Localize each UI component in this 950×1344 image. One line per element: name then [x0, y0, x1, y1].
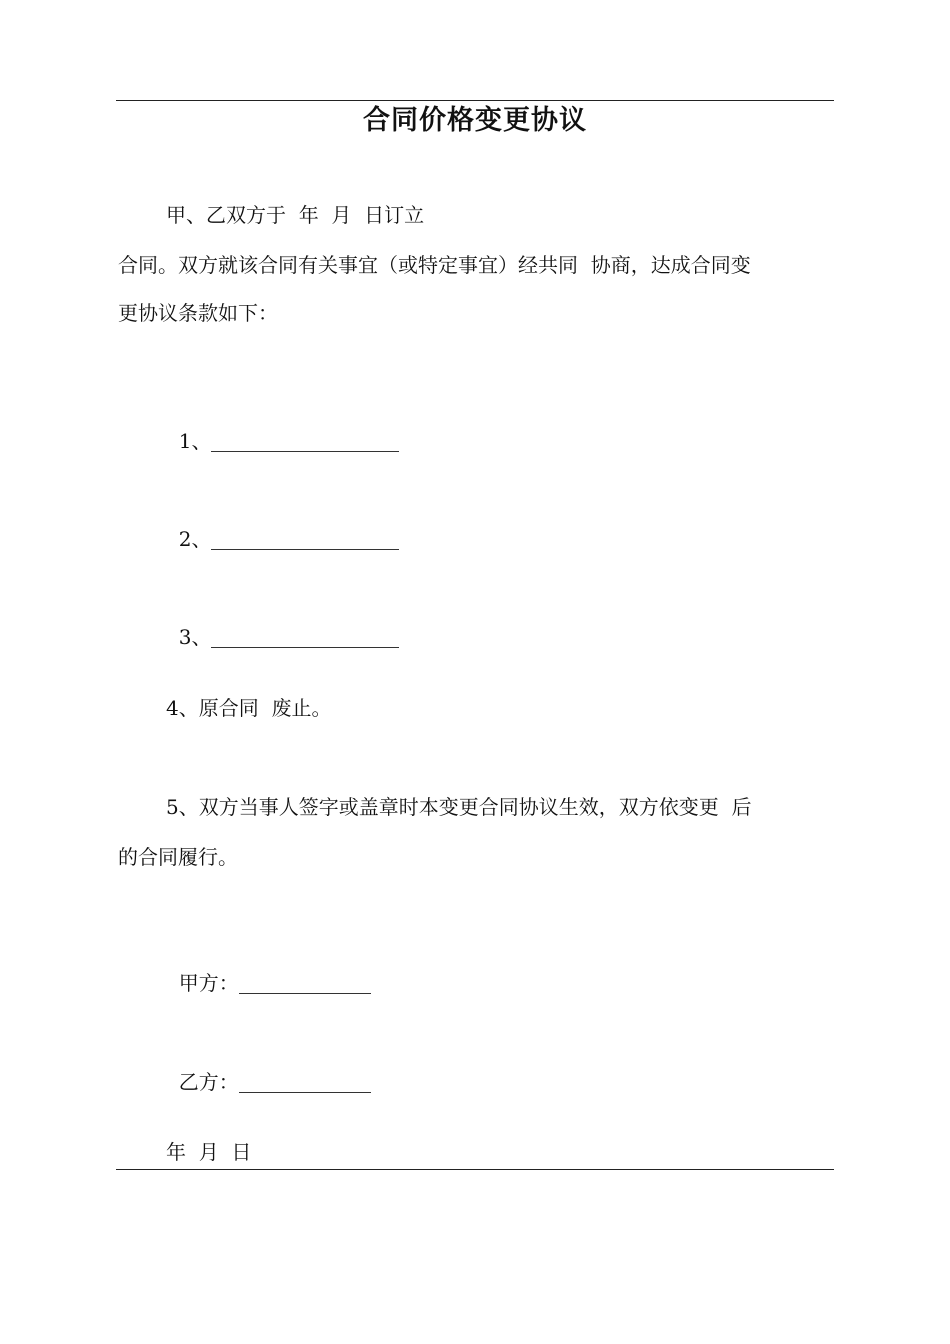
party-a-signature — [166, 941, 371, 997]
clause-3-blank[interactable] — [211, 627, 399, 648]
party-a-label: 甲方： — [178, 971, 239, 995]
clause-1-blank[interactable] — [211, 431, 399, 452]
intro-line-1: 甲、乙双方于 年 月 日订立 — [166, 203, 425, 227]
clause-number: 3、 — [178, 625, 212, 649]
page-title: 合同价格变更协议 — [363, 105, 587, 136]
clause-3 — [166, 595, 399, 651]
party-b-signature — [166, 1040, 371, 1096]
intro-line-2: 合同。双方就该合同有关事宜（或特定事宜）经共同 协商，达成合同变 — [118, 253, 751, 277]
signature-date: 年 月 日 — [166, 1140, 252, 1164]
clause-number: 1、 — [178, 429, 212, 453]
footer-rule — [116, 1169, 834, 1170]
intro-line-3: 更协议条款如下： — [118, 301, 278, 325]
clause-1 — [166, 399, 399, 455]
clause-2 — [166, 497, 399, 553]
clause-number: 2、 — [178, 527, 212, 551]
party-b-label: 乙方： — [178, 1070, 239, 1094]
clause-2-blank[interactable] — [211, 529, 399, 550]
clause-5-line-2: 的合同履行。 — [118, 845, 238, 869]
party-a-blank[interactable] — [239, 973, 371, 994]
party-b-blank[interactable] — [239, 1072, 371, 1093]
clause-5-line-1: 5、双方当事人签字或盖章时本变更合同协议生效，双方依变更 后 — [166, 795, 752, 819]
clause-4: 4、原合同 废止。 — [166, 696, 332, 720]
